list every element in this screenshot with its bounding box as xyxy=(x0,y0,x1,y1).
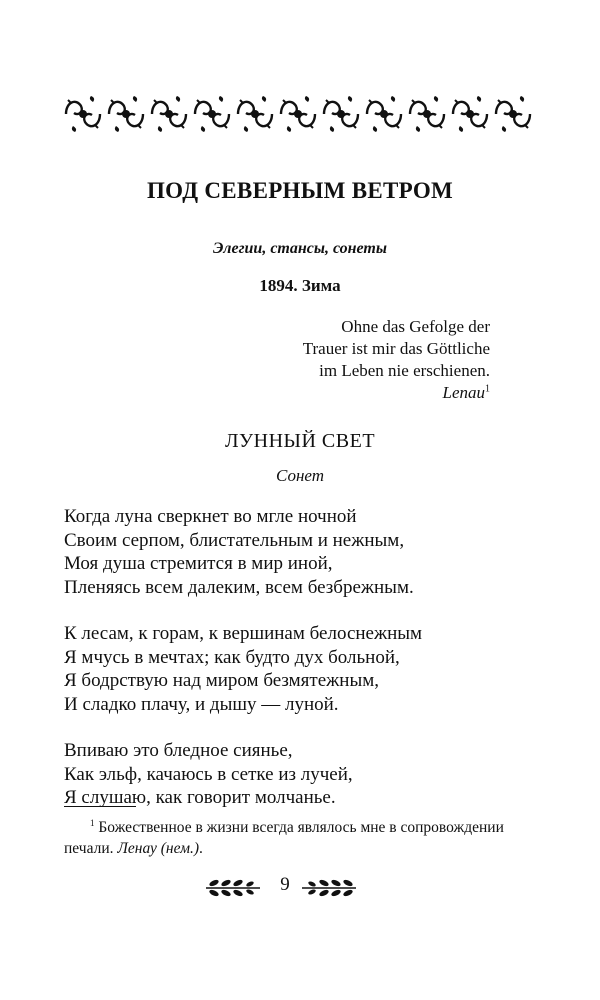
poem-line: Я мчусь в мечтах; как будто дух больной, xyxy=(64,646,400,668)
footnote-text: Божественное в жизни всегда являлось мне в сопровождении печали. xyxy=(64,819,504,857)
footnote-mark: 1 xyxy=(90,817,95,828)
epigraph-attribution xyxy=(200,382,490,404)
footnote-language: (нем.) xyxy=(160,840,200,857)
section-date: 1894. Зима xyxy=(259,276,341,295)
laurel-sprig-icon xyxy=(204,878,262,898)
poem-line: К лесам, к горам, к вершинам белоснежным xyxy=(64,623,423,644)
footnote-divider xyxy=(64,806,136,807)
epigraph xyxy=(200,316,490,404)
footnote-author: Ленау xyxy=(117,840,157,857)
floral-border-icon xyxy=(62,92,536,136)
epigraph-author: Lenau xyxy=(442,383,485,402)
epigraph-line: Trauer ist mir das Göttliche xyxy=(302,339,490,358)
footnote xyxy=(64,817,534,859)
poem-line: Я слушаю, как говорит молчанье. xyxy=(64,787,336,808)
stanza xyxy=(64,505,544,599)
stanza xyxy=(64,622,544,716)
poem-line: Как эльф, качаюсь в сетке из лучей, xyxy=(64,763,353,785)
laurel-sprig-icon xyxy=(300,878,358,898)
section-title: ПОД СЕВЕРНЫМ ВЕТРОМ xyxy=(146,178,454,203)
epigraph-line: Ohne das Gefolge der xyxy=(341,317,490,336)
poem-line: Моя душа стремится в мир иной, xyxy=(64,553,333,574)
epigraph-line: im Leben nie erschienen. xyxy=(319,361,490,380)
poem-title: ЛУННЫЙ СВЕТ xyxy=(224,430,376,452)
poem-line: Пленяясь всем далеким, всем безбрежным. xyxy=(64,576,414,598)
footnote-reference[interactable]: 1 xyxy=(485,383,490,395)
poem-body xyxy=(64,505,544,833)
poem-form: Сонет xyxy=(276,466,324,485)
poem-line: Когда луна сверкнет во мгле ночной xyxy=(64,506,357,527)
page-number: 9 xyxy=(280,874,290,895)
stanza xyxy=(64,739,544,810)
section-subtitle: Элегии, стансы, сонеты xyxy=(213,240,387,257)
poem-line: Я бодрствую над миром безмятежным, xyxy=(64,670,379,691)
poem-line: Впиваю это бледное сиянье, xyxy=(64,740,293,761)
poem-line: И сладко плачу, и дышу — луной. xyxy=(64,693,339,715)
page-footer xyxy=(0,868,600,908)
poem-line: Своим серпом, блистательным и нежным, xyxy=(64,529,405,551)
footnote-end: . xyxy=(199,840,203,857)
